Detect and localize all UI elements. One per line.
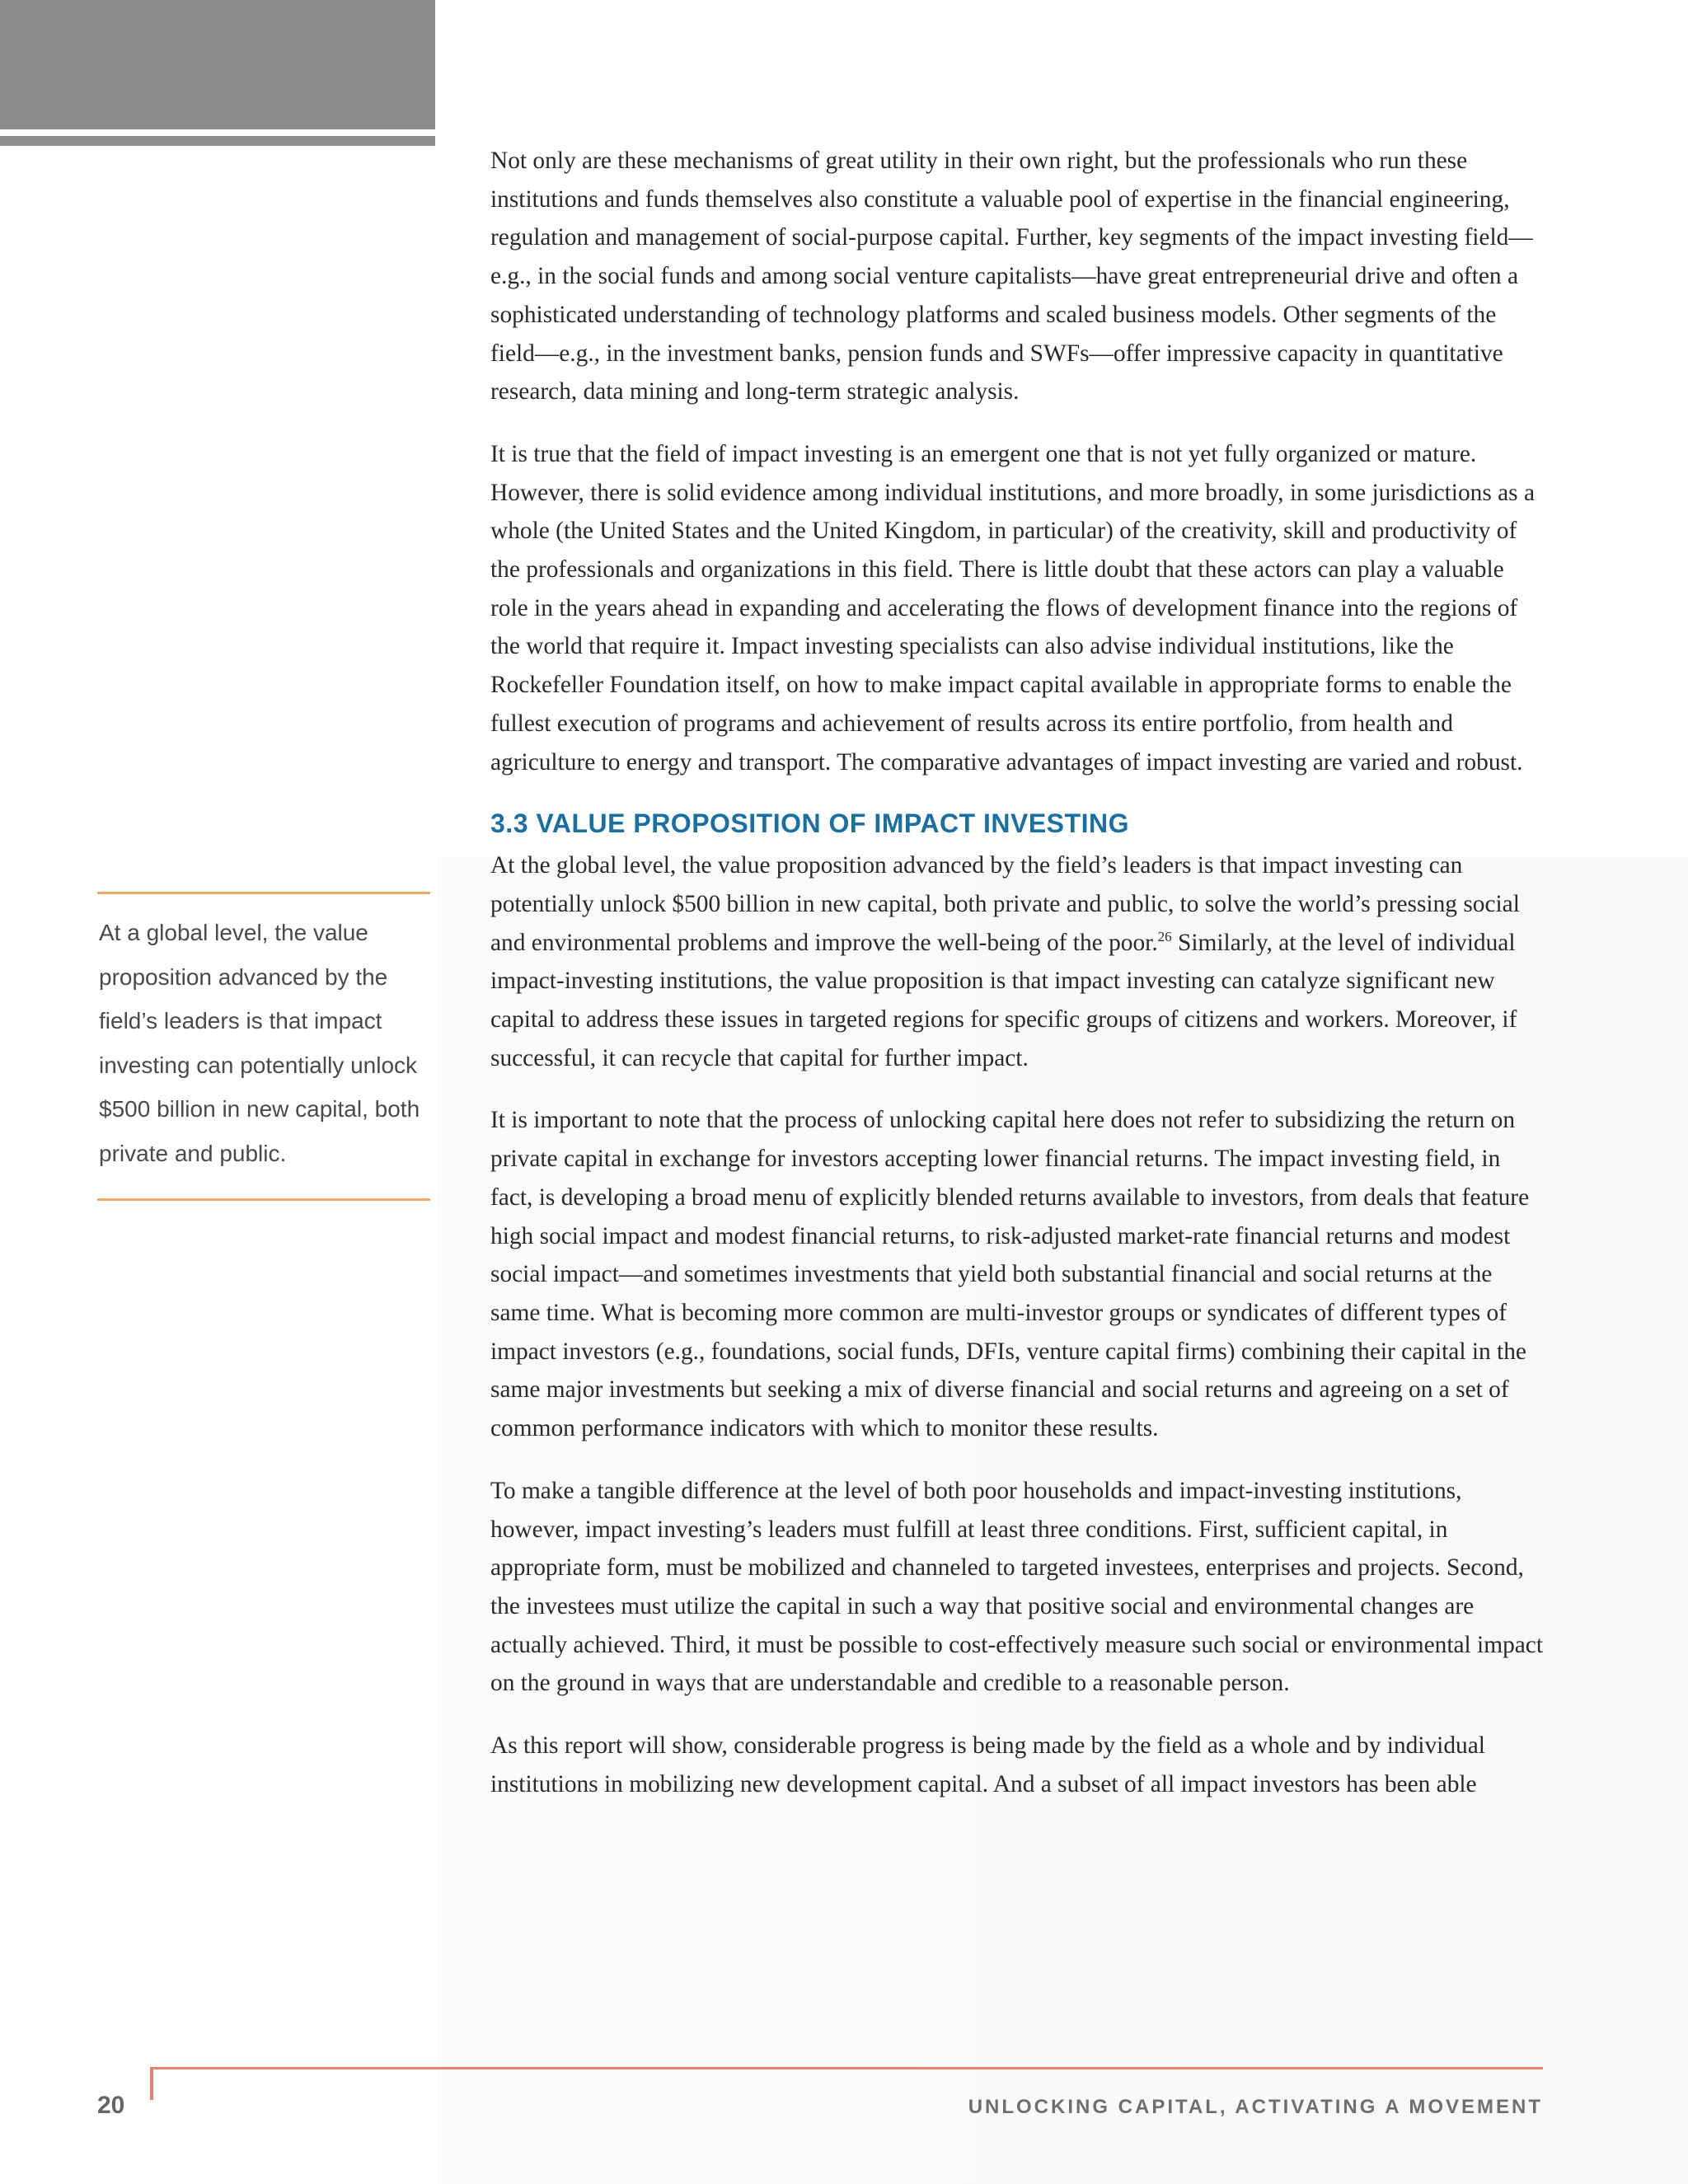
body-paragraph: As this report will show, considerable progress is being made by the field as a whole and by individual institutions in mobilizing new development capital. And a subset of all impact investors has been able xyxy=(490,1732,1485,1797)
header-gray-rule xyxy=(0,136,435,146)
main-text-column xyxy=(490,142,1545,1827)
body-paragraph: Not only are these mechanisms of great utility in their own right, but the professionals who run these institutions and funds themselves also constitute a valuable pool of expertise in the financial engineering, regulation and management of social-purpose capital. Further, key segments of the impact investing field—e.g., in the social funds and among social venture capitalists—have great entrepreneurial drive and often a sophisticated understanding of technology platforms and scaled business models. Other segments of the field—e.g., in the investment banks, pension funds and SWFs—offer impressive capacity in quantitative research, data mining and long-term strategic analysis. xyxy=(490,148,1533,405)
body-paragraph: It is important to note that the process of unlocking capital here does not refer to subsidizing the return on private capital in exchange for investors accepting lower financial returns. The impact investing field, in fact, is developing a broad menu of explicitly blended returns available to investors, from deals that feature high social impact and modest financial returns, to risk-adjusted market-rate financial returns and modest social impact—and sometimes investments that yield both substantial financial and social returns at the same time. What is becoming more common are multi-investor groups or syndicates of different types of impact investors (e.g., foundations, social funds, DFIs, venture capital firms) combining their capital in the same major investments but seeking a mix of diverse financial and social returns and agreeing on a set of common performance indicators with which to monitor these results. xyxy=(490,1107,1530,1442)
running-title: UNLOCKING CAPITAL, ACTIVATING A MOVEMENT xyxy=(968,2096,1543,2118)
section-heading: 3.3 VALUE PROPOSITION OF IMPACT INVESTING xyxy=(490,808,1129,839)
header-gray-block xyxy=(0,0,435,129)
body-paragraph: To make a tangible difference at the level of both poor households and impact-investing institutions, however, impact investing’s leaders must fulfill at least three conditions. First, sufficient capital, in appropriate form, must be mobilized and channeled to targeted investees, enterprises and projects. Second, the investees must utilize the capital in such a way that positive social and environmental changes are actually achieved. Third, it must be possible to cost-effectively measure such social or environmental impact on the ground in ways that are understandable and credible to a reasonable person. xyxy=(490,1477,1544,1697)
pull-quote: At a global level, the value proposition advanced by the field’s leaders is that impact investing can potentially unlock $500 billion in new capital, both private and public. xyxy=(97,892,430,1201)
page-number: 20 xyxy=(97,2092,125,2119)
footer-rule xyxy=(150,2067,1543,2069)
footnote-marker: 26 xyxy=(1157,928,1172,944)
paragraph-text: At the global level, the value proposition advanced by the field’s leaders is that impact investing can potentially unlock $500 billion in new capital, both private and public, to solve the world’s pressing social and environmental problems and improve the well-being of the poor. xyxy=(490,852,1520,956)
footer-rule-tick xyxy=(150,2067,153,2100)
body-paragraph: It is true that the field of impact investing is an emergent one that is not yet fully organized or mature. However, there is solid evidence among individual institutions, and more broadly, in some jurisdictions as a whole (the United States and the United Kingdom, in particular) of the creativity, skill and productivity of the professionals and organizations in this field. There is little doubt that these actors can play a valuable role in the years ahead in expanding and accelerating the flows of development finance into the regions of the world that require it. Impact investing specialists can also advise individual institutions, like the Rockefeller Foundation itself, on how to make impact capital available in appropriate forms to enable the fullest execution of programs and achievement of results across its entire portfolio, from health and agriculture to energy and transport. The comparative advantages of impact investing are varied and robust. xyxy=(490,440,1535,776)
paragraph-text: Similarly, at the level of individual impact-investing institutions, the value proposition is that impact investing can catalyze significant new capital to address these issues in targeted regions for specific groups of citizens and workers. Moreover, if successful, it can recycle that capital for further impact. xyxy=(490,929,1517,1071)
body-paragraph-with-footnote xyxy=(490,846,1545,1077)
